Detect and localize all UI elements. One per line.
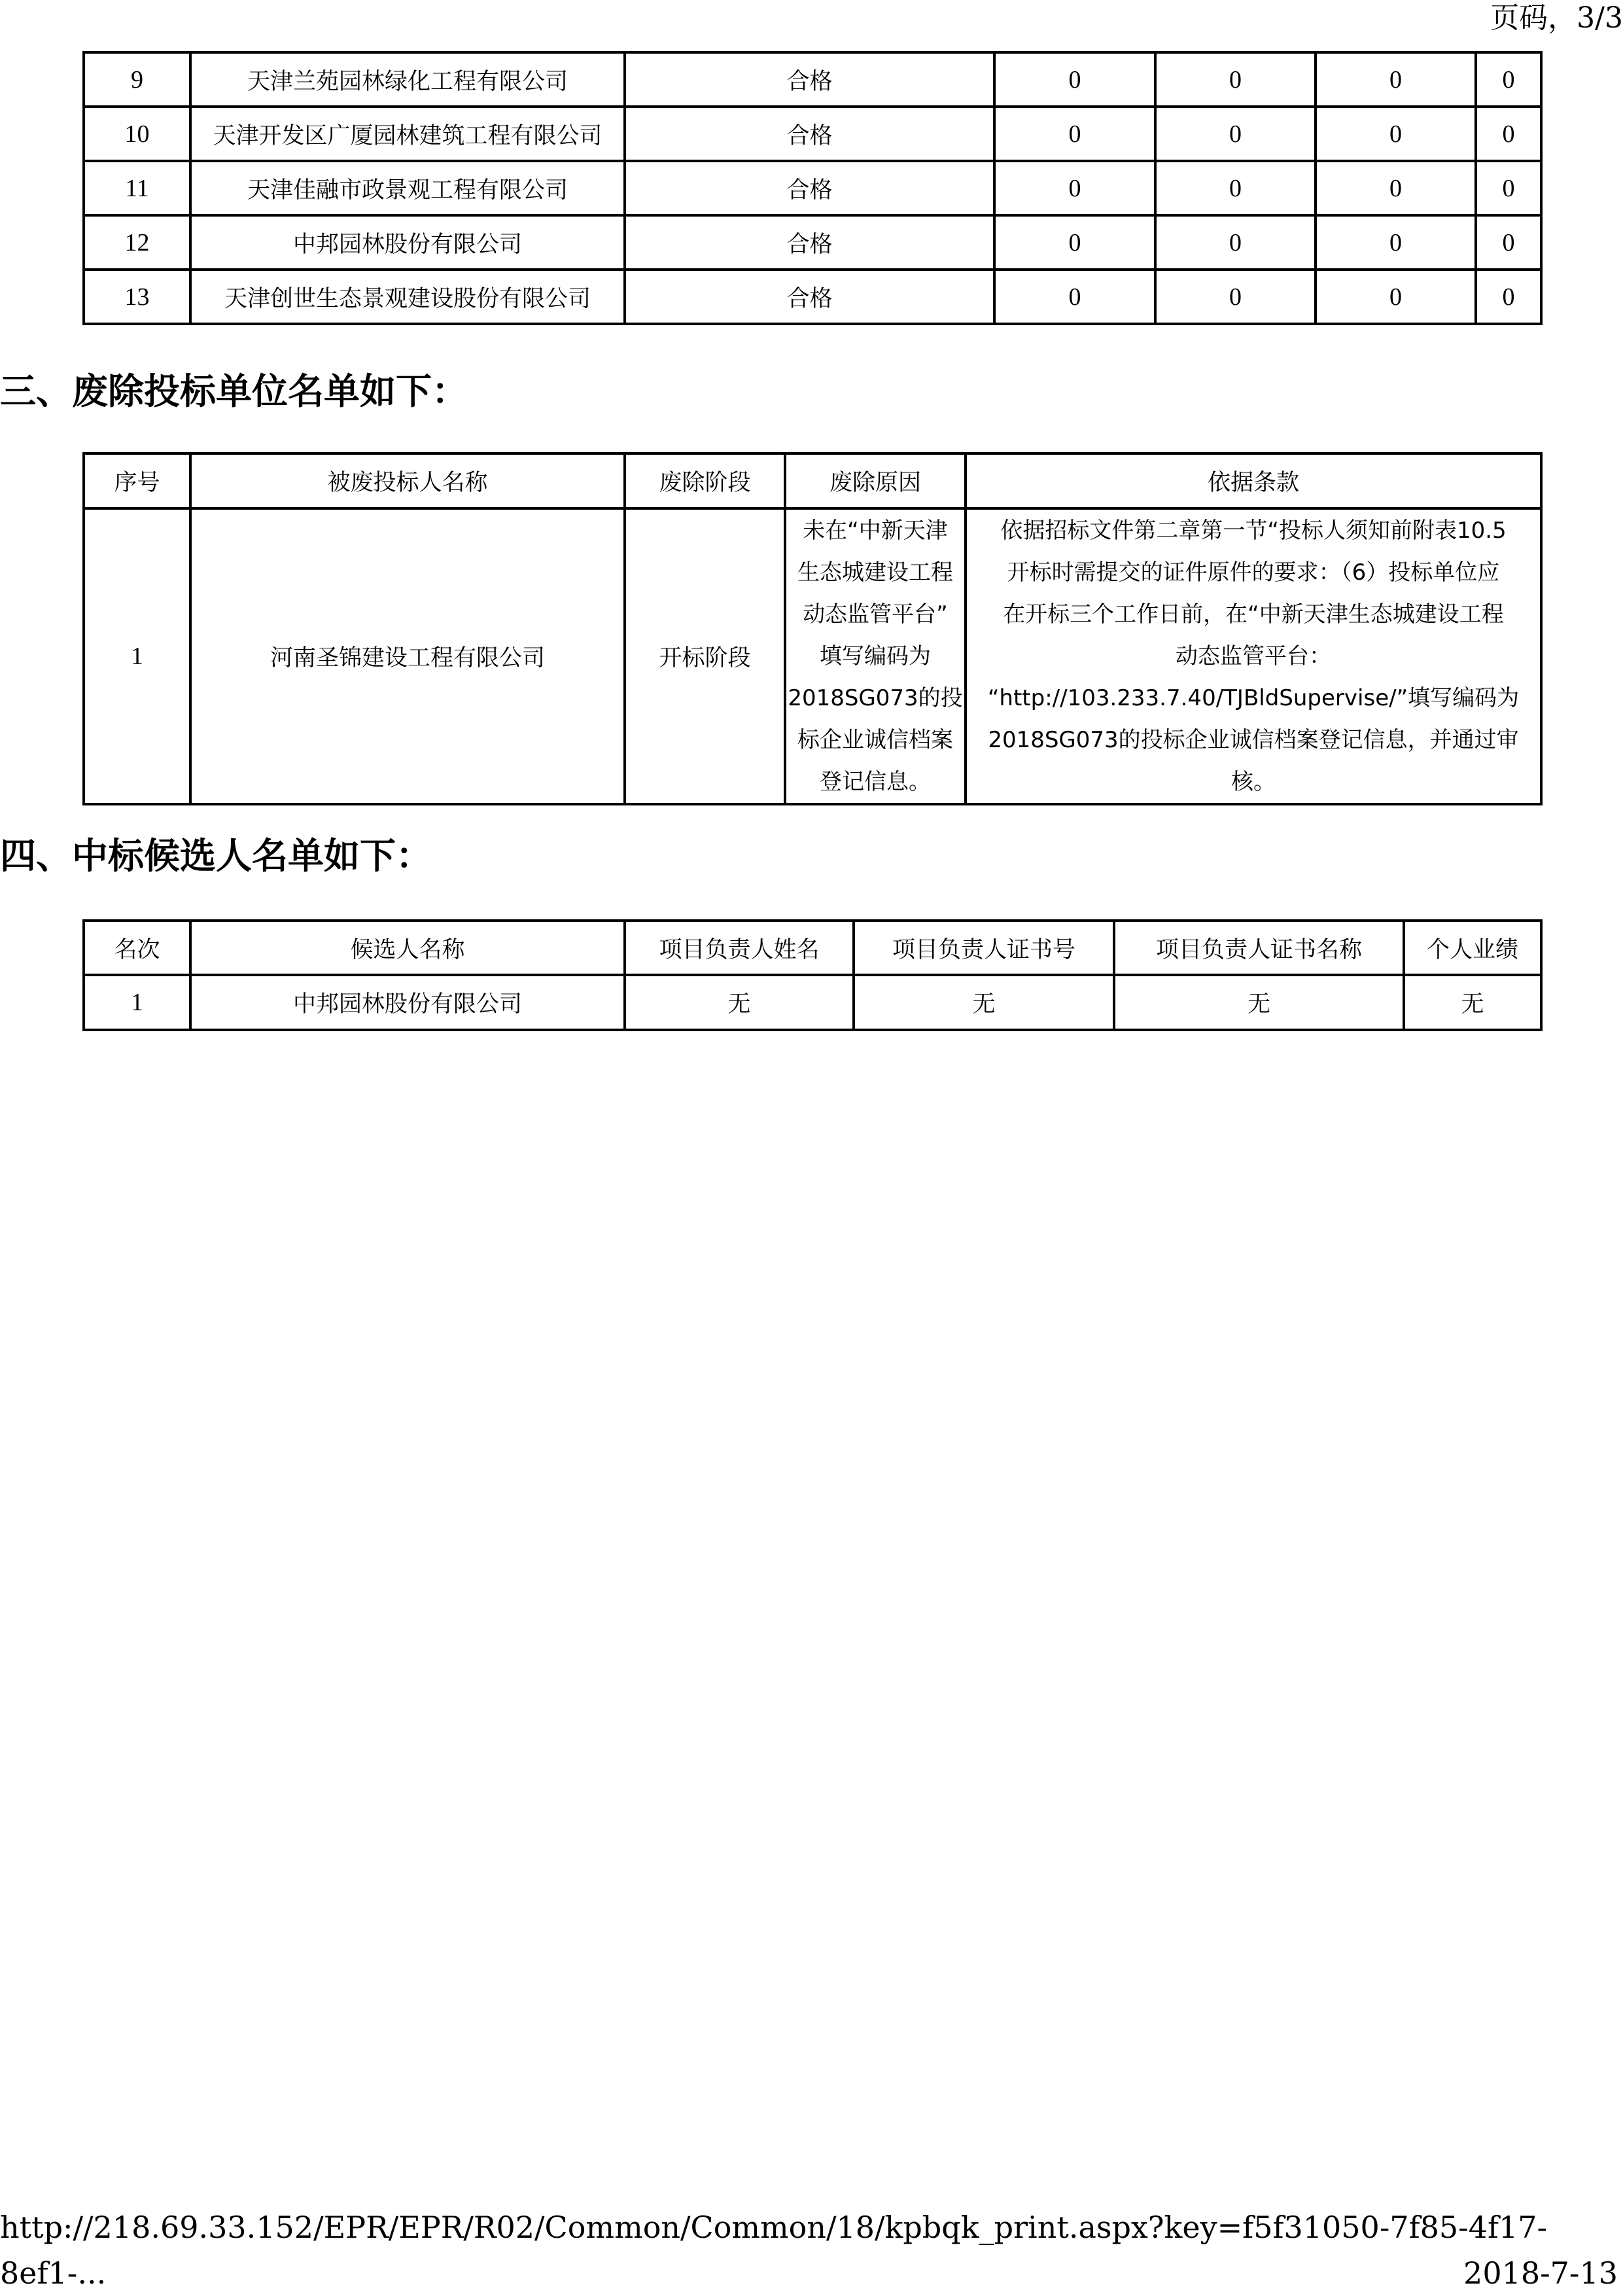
table-header-row <box>84 453 1541 508</box>
reason-line: 2018SG073的投 <box>788 685 963 711</box>
section-heading-disqualified: 三、废除投标单位名单如下： <box>0 370 468 412</box>
column-header: 名次 <box>84 921 190 975</box>
column-header: 废除原因 <box>785 453 966 508</box>
bidder-name: 河南圣锦建设工程有限公司 <box>190 508 625 804</box>
basis-line: 动态监管平台： <box>1176 643 1331 669</box>
score-cell: 0 <box>1476 215 1541 270</box>
reason-line: 填写编码为 <box>820 643 931 669</box>
table-row <box>84 107 1541 161</box>
score-cell: 0 <box>1476 52 1541 107</box>
personal-performance: 无 <box>1404 975 1541 1030</box>
score-cell: 0 <box>994 52 1155 107</box>
disqualification-stage: 开标阶段 <box>625 508 785 804</box>
reason-line: 标企业诚信档案 <box>797 727 953 753</box>
basis-line: 2018SG073的投标企业诚信档案登记信息，并通过审 <box>988 727 1519 753</box>
row-number: 1 <box>84 508 190 804</box>
certificate-number: 无 <box>854 975 1114 1030</box>
basis-line: 核。 <box>1231 769 1276 795</box>
qualification-status: 合格 <box>625 107 994 161</box>
qualification-status: 合格 <box>625 270 994 324</box>
company-name: 天津开发区广厦园林建筑工程有限公司 <box>190 107 625 161</box>
results-table <box>82 51 1543 325</box>
column-header: 项目负责人证书名称 <box>1114 921 1404 975</box>
score-cell: 0 <box>1155 52 1316 107</box>
row-number: 11 <box>84 161 190 215</box>
qualification-status: 合格 <box>625 52 994 107</box>
basis-line: 依据招标文件第二章第一节“投标人须知前附表10.5 <box>1000 518 1507 544</box>
table-row <box>84 270 1541 324</box>
reason-line: 生态城建设工程 <box>797 559 953 586</box>
column-header: 序号 <box>84 453 190 508</box>
row-number: 12 <box>84 215 190 270</box>
section-heading-candidates: 四、中标候选人名单如下： <box>0 835 432 877</box>
company-name: 中邦园林股份有限公司 <box>190 215 625 270</box>
table-row <box>84 508 1541 804</box>
company-name: 天津兰苑园林绿化工程有限公司 <box>190 52 625 107</box>
winning-candidates-table <box>82 919 1543 1031</box>
row-number: 10 <box>84 107 190 161</box>
manager-name: 无 <box>625 975 854 1030</box>
row-number: 9 <box>84 52 190 107</box>
score-cell: 0 <box>1316 161 1476 215</box>
column-header: 依据条款 <box>966 453 1541 508</box>
score-cell: 0 <box>1476 107 1541 161</box>
footer-date: 2018-7-13 <box>1463 2255 1618 2291</box>
column-header: 候选人名称 <box>190 921 625 975</box>
score-cell: 0 <box>1155 270 1316 324</box>
score-cell: 0 <box>1316 107 1476 161</box>
table-row <box>84 975 1541 1030</box>
qualification-status: 合格 <box>625 215 994 270</box>
score-cell: 0 <box>1476 161 1541 215</box>
column-header: 个人业绩 <box>1404 921 1541 975</box>
rank: 1 <box>84 975 190 1030</box>
reason-line: 动态监管平台” <box>803 601 948 627</box>
score-cell: 0 <box>1316 215 1476 270</box>
score-cell: 0 <box>1155 215 1316 270</box>
column-header: 项目负责人姓名 <box>625 921 854 975</box>
score-cell: 0 <box>1155 161 1316 215</box>
table-row <box>84 52 1541 107</box>
column-header: 项目负责人证书号 <box>854 921 1114 975</box>
table-header-row <box>84 921 1541 975</box>
certificate-name: 无 <box>1114 975 1404 1030</box>
score-cell: 0 <box>994 270 1155 324</box>
score-cell: 0 <box>1155 107 1316 161</box>
score-cell: 0 <box>994 161 1155 215</box>
company-name: 天津创世生态景观建设股份有限公司 <box>190 270 625 324</box>
basis-clause <box>966 508 1541 804</box>
company-name: 天津佳融市政景观工程有限公司 <box>190 161 625 215</box>
footer-url: http://218.69.33.152/EPR/EPR/R02/Common/Common/18/kpbqk_print.aspx?key=f5f31050-7f85-4f17-8ef1-... <box>0 2210 1548 2291</box>
basis-line: “http://103.233.7.40/TJBldSupervise/”填写编码为 <box>987 685 1520 711</box>
qualification-status: 合格 <box>625 161 994 215</box>
page-number: 页码，3/3 <box>1490 1 1623 35</box>
score-cell: 0 <box>1476 270 1541 324</box>
disqualification-reason <box>785 508 966 804</box>
reason-line: 登记信息。 <box>820 769 931 795</box>
score-cell: 0 <box>994 107 1155 161</box>
score-cell: 0 <box>1316 270 1476 324</box>
basis-line: 开标时需提交的证件原件的要求：（6）投标单位应 <box>1007 559 1500 586</box>
table-row <box>84 215 1541 270</box>
column-header: 被废投标人名称 <box>190 453 625 508</box>
score-cell: 0 <box>1316 52 1476 107</box>
score-cell: 0 <box>994 215 1155 270</box>
reason-line: 未在“中新天津 <box>803 518 948 544</box>
table-row <box>84 161 1541 215</box>
basis-line: 在开标三个工作日前，在“中新天津生态城建设工程 <box>1003 601 1504 627</box>
disqualified-bidders-table <box>82 452 1543 805</box>
candidate-name: 中邦园林股份有限公司 <box>190 975 625 1030</box>
column-header: 废除阶段 <box>625 453 785 508</box>
row-number: 13 <box>84 270 190 324</box>
